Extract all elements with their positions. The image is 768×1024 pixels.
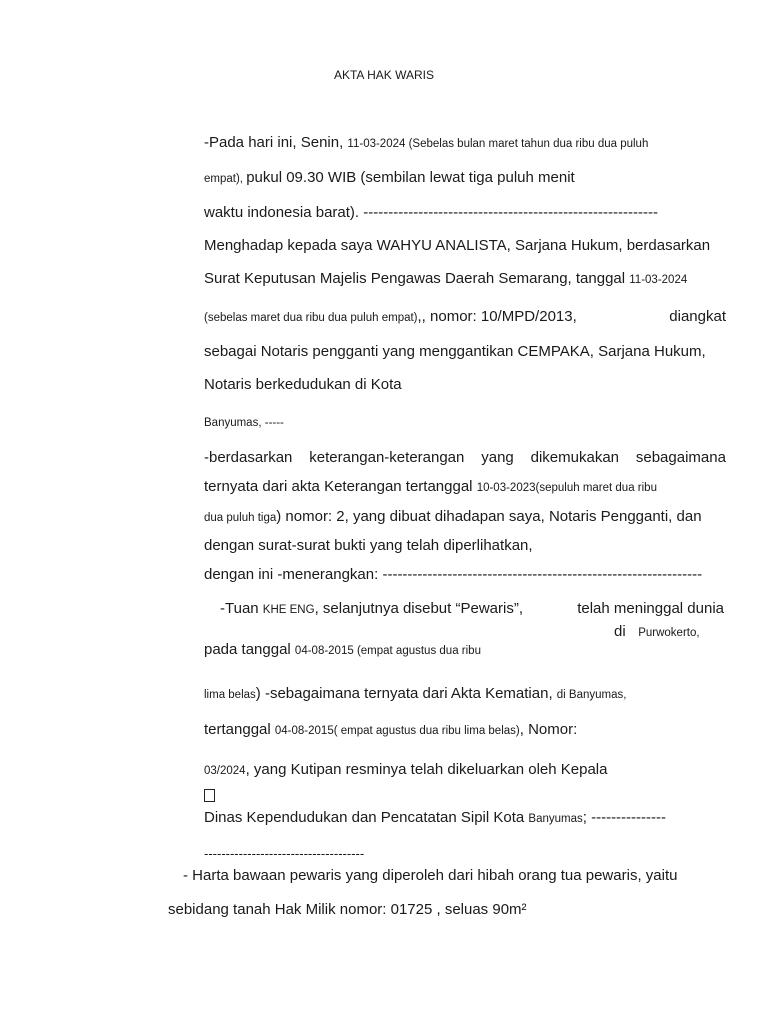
line-text: -berdasarkan <box>204 449 293 466</box>
line-text-small: 04-08-2015( empat agustus dua ribu lima belas) <box>274 725 520 737</box>
line-text: ,, nomor: 10/MPD/2013, <box>417 308 577 325</box>
paragraph-line: Notaris berkedudukan di Kota <box>204 376 402 393</box>
paragraph-line <box>204 413 284 432</box>
line-text-small: 03/2024 <box>204 765 246 777</box>
line-text: sebagaimana <box>635 449 726 466</box>
line-text-small: 11-03-2024 (Sebelas bulan maret tahun dua ribu dua puluh <box>347 138 649 150</box>
line-text: , yang Kutipan resminya telah dikeluarkan oleh Kepala <box>245 761 608 778</box>
paragraph-line <box>204 508 702 527</box>
line-text: pukul 09.30 WIB (sembilan lewat tiga puluh menit <box>246 169 575 186</box>
paragraph-line: waktu indonesia barat). ----------------------------------------------------------- <box>204 204 658 221</box>
line-text: -Pada hari ini, Senin, <box>204 134 348 151</box>
line-text: tertanggal <box>204 721 275 738</box>
line-text-small: Banyumas <box>204 417 259 429</box>
line-text-small: Purwokerto, <box>638 627 700 639</box>
line-text-small: 04-08-2015 (empat agustus dua ribu <box>294 645 481 657</box>
line-text-small: Banyumas <box>528 813 583 825</box>
paragraph-line <box>204 270 687 289</box>
line-text: , selanjutnya disebut “Pewaris”, <box>314 600 523 617</box>
paragraph-line: Menghadap kepada saya WAHYU ANALISTA, Sarjana Hukum, berdasarkan <box>204 237 711 254</box>
paragraph-line: dengan ini -menerangkan: ---------------------------------------------------------------- <box>204 566 703 583</box>
line-text-small: (sebelas maret dua ribu dua puluh empat) <box>204 312 418 324</box>
paragraph-line <box>204 685 626 704</box>
paragraph-line: sebidang tanah Hak Milik nomor: 01725 , seluas 90m² <box>168 901 527 918</box>
line-text-small: KHE ENG <box>262 604 315 616</box>
line-text-small: 11-03-2024 <box>629 274 688 286</box>
line-text-small: , ----- <box>258 417 284 429</box>
line-text: pada tanggal <box>204 641 295 658</box>
line-text-small: 10-03-2023(sepuluh maret dua ribu <box>476 482 657 494</box>
paragraph-line <box>204 721 577 740</box>
line-text: di <box>614 623 626 640</box>
paragraph-line <box>204 169 575 188</box>
checkbox-glyph <box>204 789 215 807</box>
line-text-small: empat), <box>204 173 247 185</box>
line-text: dikemukakan <box>530 449 620 466</box>
line-text-small: di Banyumas, <box>556 689 627 701</box>
paragraph-line: - Harta bawaan pewaris yang diperoleh dari hibah orang tua pewaris, yaitu <box>183 867 678 884</box>
paragraph-line <box>614 623 700 642</box>
paragraph-line <box>220 600 730 619</box>
paragraph-line <box>204 761 607 780</box>
line-text: , Nomor: <box>519 721 578 738</box>
line-text-small: dua puluh tiga <box>204 512 277 524</box>
line-text: -Tuan <box>220 600 263 617</box>
line-text: diangkat <box>669 308 726 325</box>
line-text: Surat Keputusan Majelis Pengawas Daerah Semarang, tanggal <box>204 270 630 287</box>
line-text: ) nomor: 2, yang dibuat dihadapan saya, Notaris Pengganti, dan <box>276 508 702 525</box>
paragraph-line <box>204 134 648 153</box>
paragraph-line: sebagai Notaris pengganti yang menggantikan CEMPAKA, Sarjana Hukum, <box>204 343 706 360</box>
line-text: ) -sebagaimana ternyata dari Akta Kematian, <box>255 685 557 702</box>
paragraph-line: dengan surat-surat bukti yang telah diperlihatkan, <box>204 537 533 554</box>
line-text-small: lima belas <box>204 689 256 701</box>
paragraph-line <box>204 809 666 828</box>
line-text: ; --------------- <box>582 809 667 826</box>
line-text: yang <box>481 449 514 466</box>
paragraph-line <box>204 641 481 660</box>
document-title: AKTA HAK WARIS <box>333 68 435 82</box>
line-text: ternyata dari akta Keterangan tertanggal <box>204 478 477 495</box>
dash-separator: ------------------------------------- <box>204 846 365 861</box>
paragraph-line <box>204 308 726 327</box>
checkbox-glyph-icon <box>204 789 215 802</box>
line-text: Dinas Kependudukan dan Pencatatan Sipil Kota <box>204 809 529 826</box>
line-text: telah meninggal dunia <box>577 600 724 617</box>
line-text: keterangan-keterangan <box>309 449 465 466</box>
paragraph-line <box>204 449 726 467</box>
paragraph-line <box>204 478 657 497</box>
